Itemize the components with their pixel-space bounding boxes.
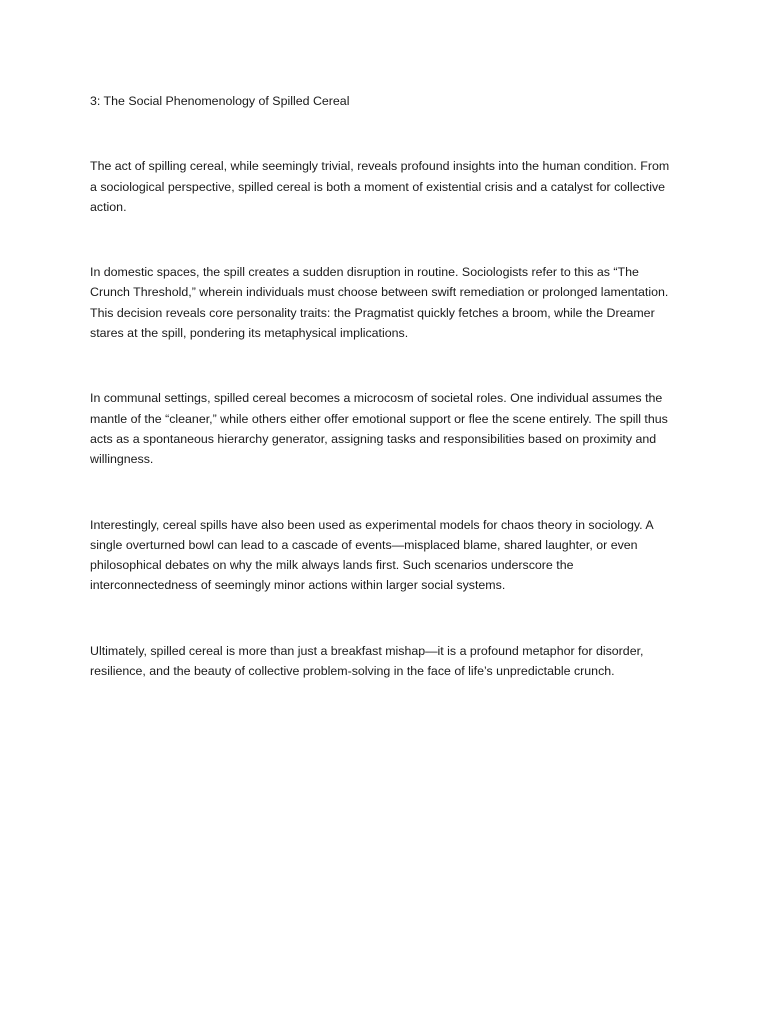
- paragraph-communal-settings: In communal settings, spilled cereal becomes a microcosm of societal roles. One individual assumes the mantle of the “cleaner,” while others either offer emotional support or flee the scene entirely. The spill thus acts as a spontaneous hierarchy generator, assigning tasks and responsibilities based on proximity and willingness.: [90, 391, 668, 467]
- paragraph-domestic-spaces: In domestic spaces, the spill creates a sudden disruption in routine. Sociologists refer to this as “The Crunch Threshold,” wherein individuals must choose between swift remediation or prolonged lamentation. This decision reveals core personality traits: the Pragmatist quickly fetches a broom, while the Dreamer stares at the spill, pondering its metaphysical implications.: [90, 265, 669, 341]
- section-heading: 3: The Social Phenomenology of Spilled Cereal: [90, 94, 350, 108]
- document-body: [90, 91, 676, 726]
- paragraph-chaos-theory: Interestingly, cereal spills have also been used as experimental models for chaos theory in sociology. A single overturned bowl can lead to a cascade of events—misplaced blame, shared laughter, or even philosophical debates on why the milk always lands first. Such scenarios underscore the interconnectedness of seemingly minor actions within larger social systems.: [90, 517, 653, 593]
- paragraph-conclusion: Ultimately, spilled cereal is more than just a breakfast mishap—it is a profound metaphor for disorder, resilience, and the beauty of collective problem-solving in the face of life’s unpredictable crunch.: [90, 643, 644, 679]
- paragraph-intro: The act of spilling cereal, while seemingly trivial, reveals profound insights into the human condition. From a sociological perspective, spilled cereal is both a moment of existential crisis and a catalyst for collective action.: [90, 159, 670, 214]
